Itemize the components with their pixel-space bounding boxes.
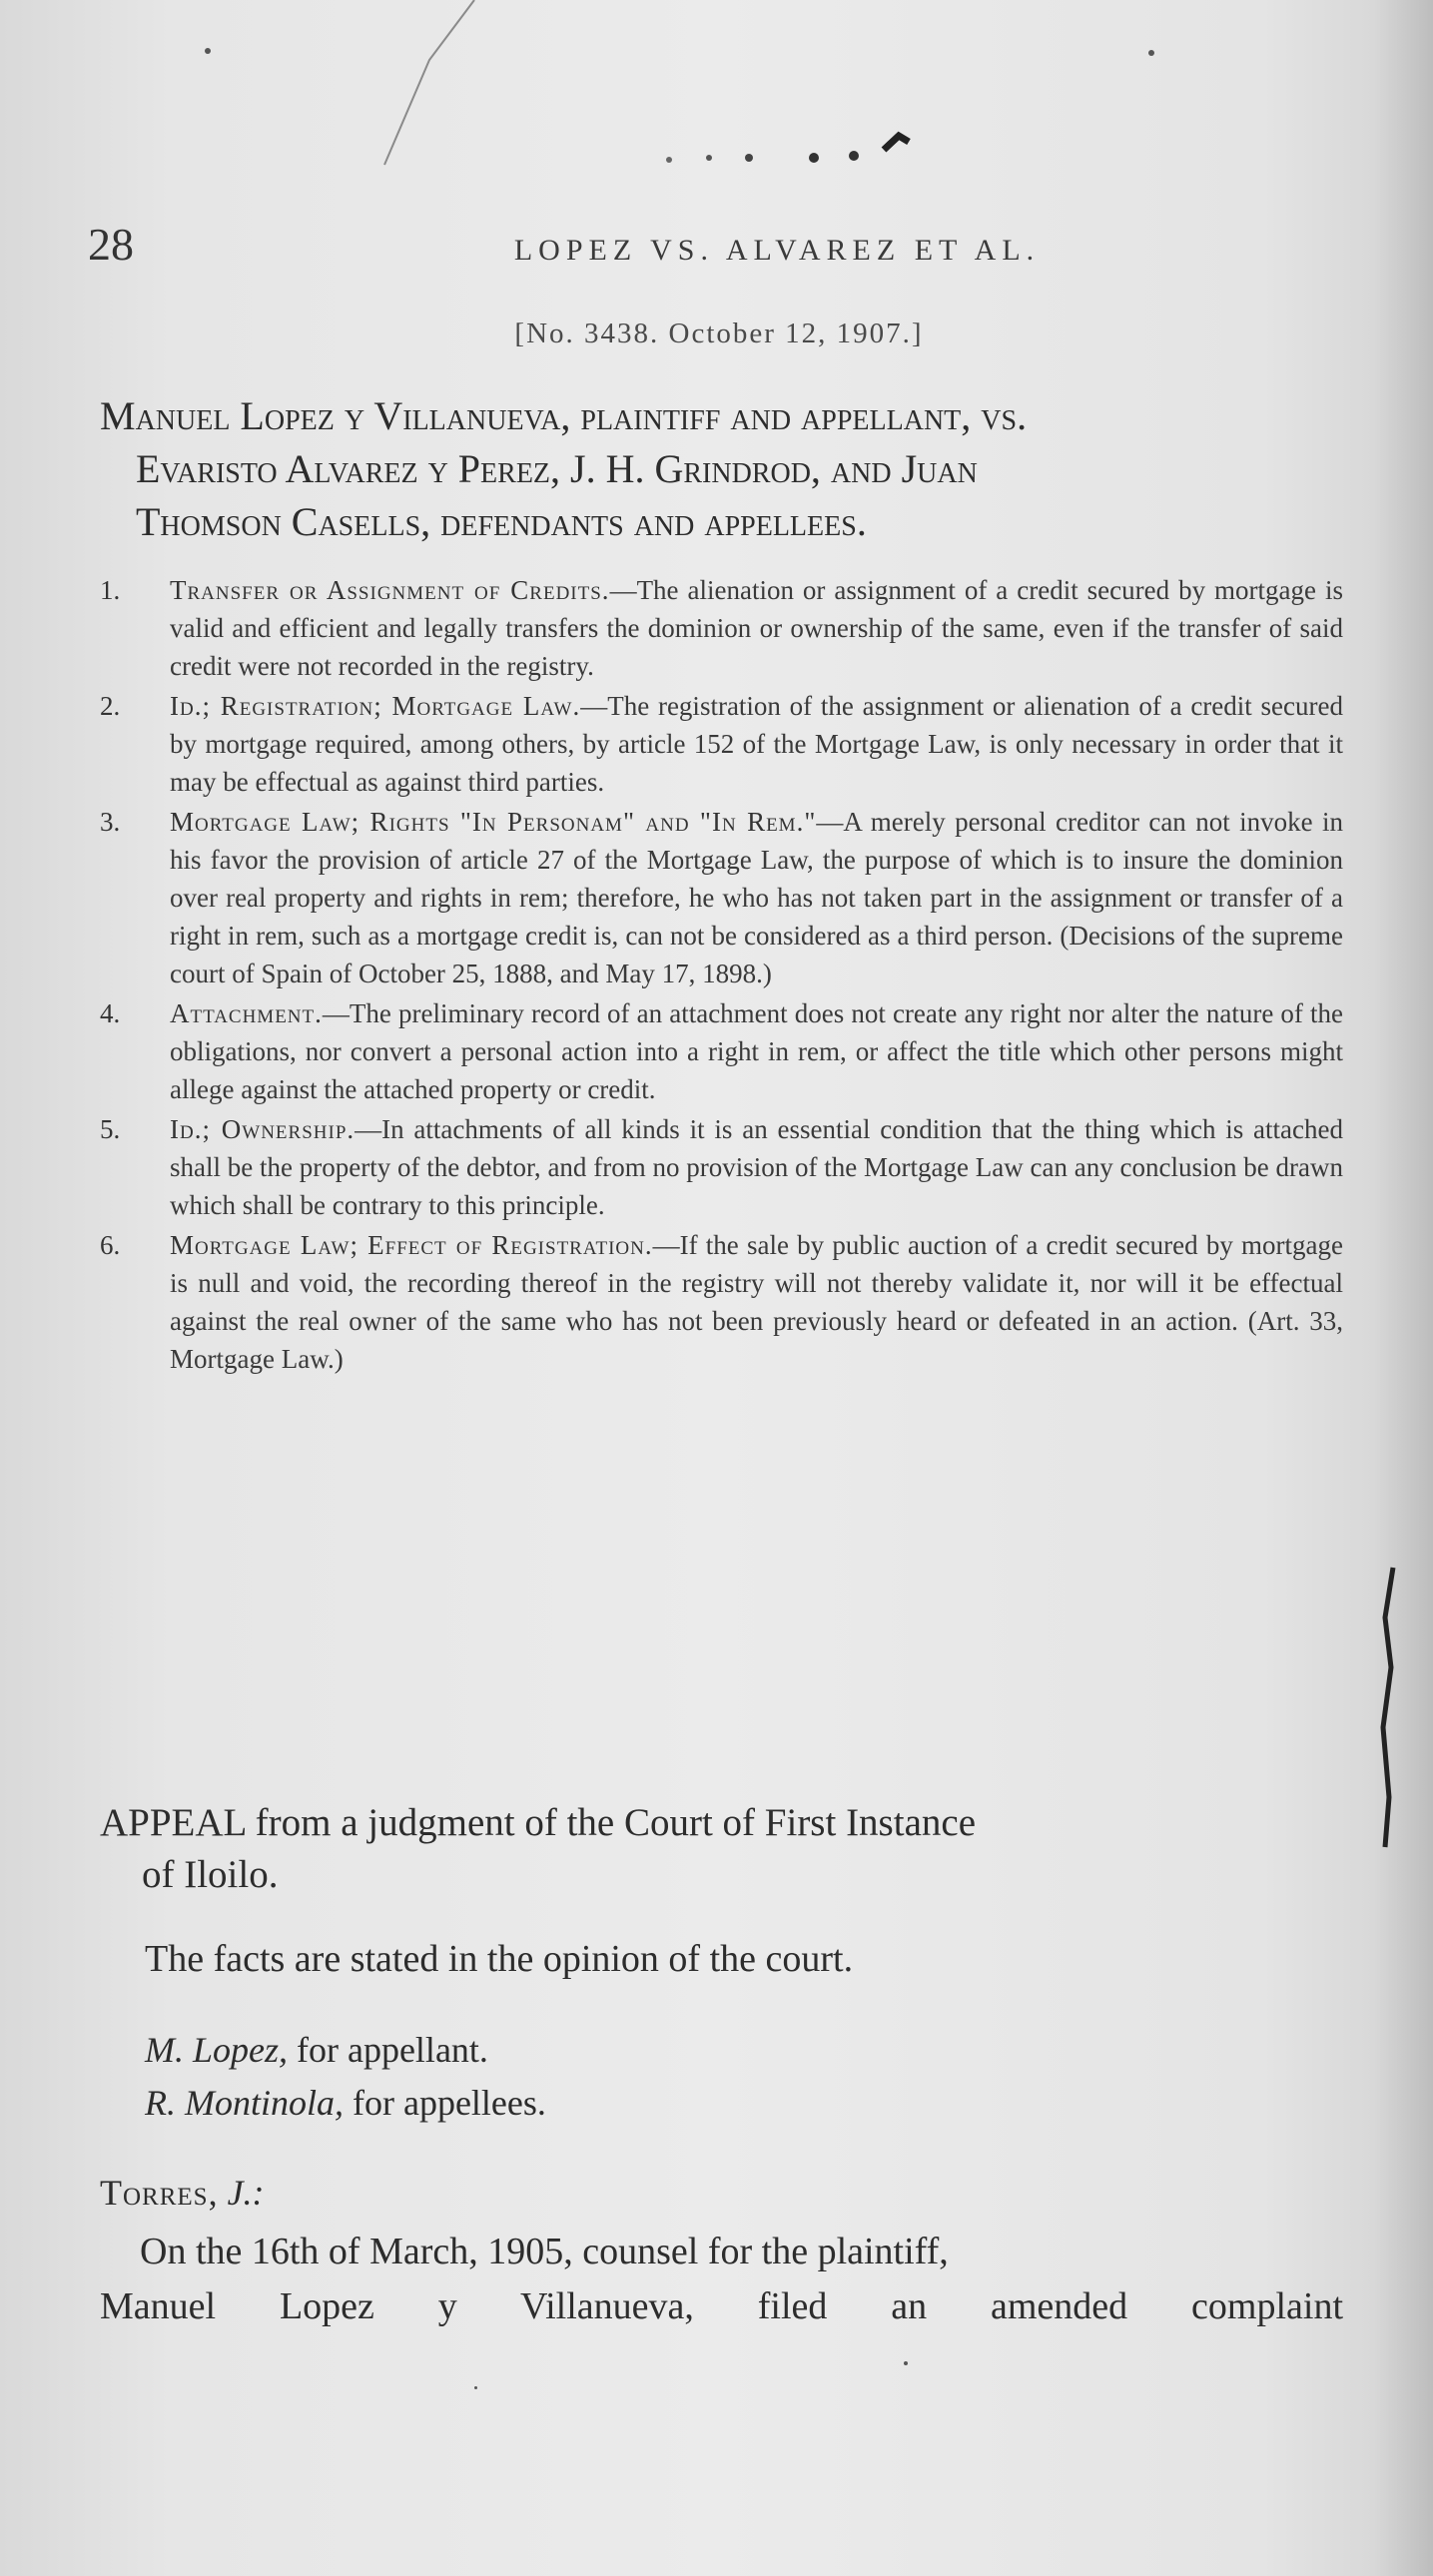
parties-line: Thomson Casells, defendants and appellees. [136,499,867,544]
counsel-role: for appellees. [352,2083,546,2123]
judge-suffix: J.: [227,2173,265,2213]
case-number-date: [No. 3438. October 12, 1907.] [514,318,924,349]
judge-name: Torres, [100,2173,219,2213]
syllabus-item [100,571,1343,685]
appeal-line: APPEAL from a judgment of the Court of First Instance [100,1801,977,1844]
syllabus-number: 5. [100,1114,121,1144]
syllabus-item [100,687,1343,801]
syllabus-number: 3. [100,807,121,837]
ink-blemish [599,120,939,180]
speck [904,2361,908,2365]
parties-line: Manuel Lopez y Villanueva, plaintiff and appellant, vs. [100,393,1028,438]
syllabus-heading: Transfer or Assignment of Credits. [170,575,610,605]
syllabus-number: 6. [100,1230,121,1260]
facts-statement: The facts are stated in the opinion of the court. [145,1938,854,1980]
syllabus-text: —The alienation or assignment of a credit secured by mortgage is valid and efficient and legally transfers the dominion or ownership of the same, even if the transfer of said credit were not recorded in the registry. [170,575,1343,681]
scratch-mark [369,0,479,170]
opinion-line [100,2225,1343,2279]
running-title: LOPEZ VS. ALVAREZ ET AL. [513,234,1041,267]
syllabus-text: —The preliminary record of an attachment does not create any right nor alter the nature of the obligations, nor convert a personal action into a right in rem, or affect the title which other persons might allege against the attached property or credit. [170,998,1343,1104]
opinion-line: Manuel Lopez y Villanueva, filed an amended complaint [100,2285,1343,2327]
counsel-name: M. Lopez, [145,2030,288,2070]
syllabus-heading: Mortgage Law; Effect of Registration. [170,1230,653,1260]
page-number: 28 [88,219,134,270]
page-header [88,218,1331,278]
syllabus-item [100,803,1343,992]
case-parties [100,389,1338,548]
page-edge-shadow [1373,0,1433,2576]
appeal-statement [100,1797,1338,1901]
syllabus-text: —A merely personal creditor can not invoke in his favor the provision of article 27 of the Mortgage Law, the purpose of which is to insure the dominion over real property and rights in rem; therefore, he who has not taken part in the assignment or transfer of a right in rem, such as a mortgage credit is, can not be considered as a third person. (Decisions of the supreme court of Spain of October 25, 1888, and May 17, 1898.) [170,807,1343,988]
speck [474,2386,477,2389]
counsel-name: R. Montinola, [145,2083,344,2123]
margin-bracket-mark [1363,1558,1403,1857]
syllabus-heading: Id.; Registration; Mortgage Law. [170,691,581,721]
parties-line: Evaristo Alvarez y Perez, J. H. Grindrod, and Juan [136,446,978,491]
syllabus-number: 4. [100,998,121,1028]
syllabus-item [100,1110,1343,1224]
counsel-line [145,2029,1343,2071]
counsel-line [145,2082,1343,2124]
counsel-role: for appellant. [297,2030,488,2070]
syllabus-number: 1. [100,575,121,605]
judge-attribution [100,2172,265,2214]
syllabus-heading: Mortgage Law; Rights "In Personam" and "In Rem." [170,807,817,837]
syllabus-text: —In attachments of all kinds it is an essential condition that the thing which is attached shall be the property of the debtor, and from no provision of the Mortgage Law can any conclusion be drawn which shall be contrary to this principle. [170,1114,1343,1220]
syllabus-text: —If the sale by public auction of a credit secured by mortgage is null and void, the recording thereof in the registry will not thereby validate it, nor will it be effectual against the real owner of the same who has not been previously heard or defeated in an action. (Art. 33, Mortgage Law.) [170,1230,1343,1374]
opinion-text [100,2225,1343,2334]
syllabus-item [100,994,1343,1108]
syllabus-heading: Attachment. [170,998,323,1028]
syllabus-item [100,1226,1343,1378]
speck [1148,50,1154,56]
syllabus-text: —The registration of the assignment or alienation of a credit secured by mortgage required, among others, by article 152 of the Mortgage Law, is only necessary in order that it may be effectual as against third parties. [170,691,1343,797]
opinion-line-text: On the 16th of March, 1905, counsel for the plaintiff, [140,2231,949,2272]
speck [205,48,211,54]
syllabus-number: 2. [100,691,121,721]
syllabus-heading: Id.; Ownership. [170,1114,356,1144]
appeal-line: of Iloilo. [142,1853,279,1896]
syllabus [100,571,1343,1380]
